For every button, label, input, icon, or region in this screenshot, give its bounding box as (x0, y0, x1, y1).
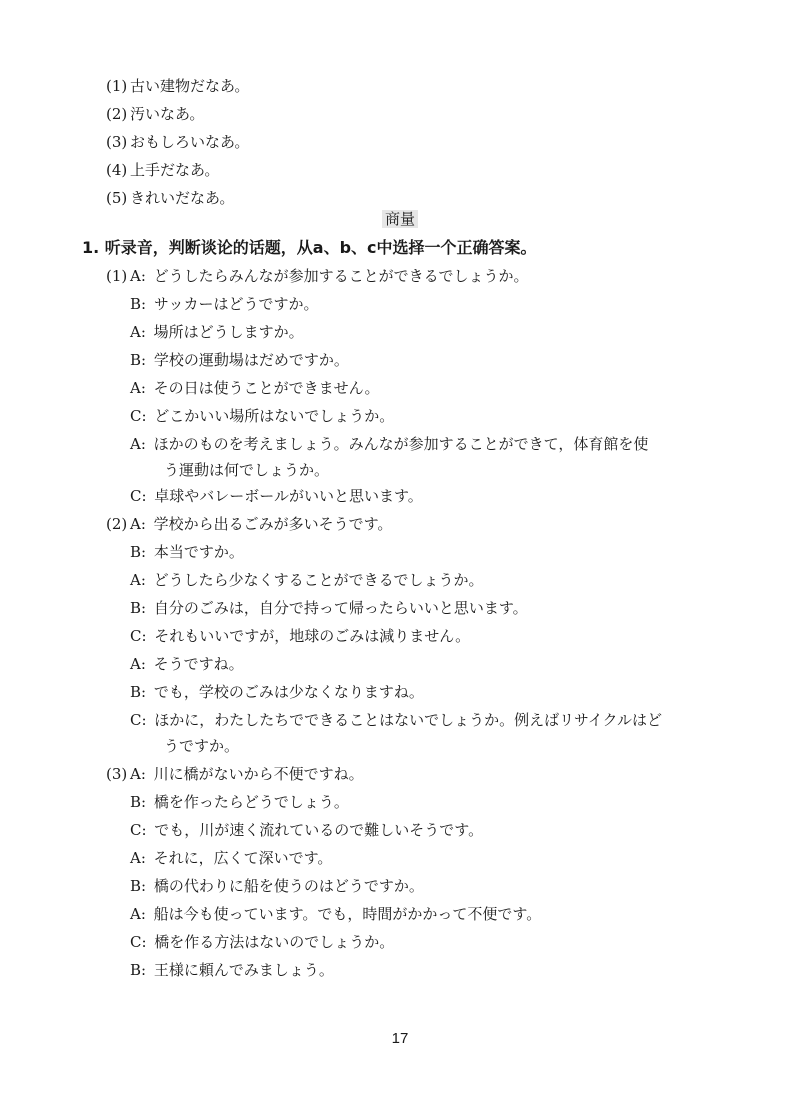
speaker-label: C (130, 711, 142, 729)
phrase-number: (3) (106, 133, 128, 151)
speaker-label: A (130, 379, 141, 397)
speaker-label: B (130, 961, 142, 979)
dialogue-text: 川に橋がないから不便ですね。 (153, 765, 364, 783)
phrase-item (106, 132, 249, 152)
phrase-item (106, 188, 234, 208)
dialogue-number: (2) (106, 515, 128, 533)
dialogue-text: 橋の代わりに船を使うのはどうですか。 (153, 877, 424, 895)
dialogue-line: B: 王様に頼んでみましょう。 (130, 961, 334, 979)
dialogue-text: ほかのものを考えましょう。みんなが参加することができて，体育館を使 (153, 435, 649, 453)
question-heading: 1. 听录音，判断谈论的话题，从a、b、c中选择一个正确答案。 (82, 238, 537, 257)
dialogue-text: 場所はどうしますか。 (153, 323, 304, 341)
dialogue-line: A: そうですね。 (130, 655, 244, 673)
phrase-text: 上手だなあ。 (130, 161, 220, 179)
speaker-label: A (130, 765, 141, 783)
speaker-label: A (130, 849, 141, 867)
phrase-item (106, 104, 204, 124)
dialogue-line: A: ほかのものを考えましょう。みんなが参加することができて，体育館を使 (130, 435, 649, 453)
speaker-label: B (130, 793, 142, 811)
phrase-text: おもしろいなあ。 (130, 133, 250, 151)
dialogue-text: 王様に頼んでみましょう。 (153, 961, 334, 979)
dialogue-continuation: う運動は何でしょうか。 (164, 461, 330, 479)
dialogue-text: それもいいですが，地球のごみは減りません。 (154, 627, 471, 645)
dialogue-text: どうしたら少なくすることができるでしょうか。 (153, 571, 484, 589)
dialogue-line: B: 橋の代わりに船を使うのはどうですか。 (130, 877, 424, 895)
speaker-label: A (130, 571, 141, 589)
dialogue-line: C: ほかに，わたしたちでできることはないでしょうか。例えばリサイクルはど (130, 711, 663, 729)
dialogue-text: それに，広くて深いです。 (153, 849, 333, 867)
dialogue-text: でも，川が速く流れているので難しいそうです。 (154, 821, 484, 839)
dialogue-line: A: 船は今も使っています。でも，時間がかかって不便です。 (130, 905, 542, 923)
phrase-number: (4) (106, 161, 128, 179)
speaker-label: C (130, 627, 142, 645)
dialogue-line: (3) A: 川に橋がないから不便ですね。 (106, 765, 364, 783)
dialogue-line: C: どこかいい場所はないでしょうか。 (130, 407, 395, 425)
speaker-label: B (130, 599, 142, 617)
speaker-label: B (130, 351, 142, 369)
speaker-label: C (130, 821, 142, 839)
speaker-label: A (130, 267, 141, 285)
speaker-label: C (130, 933, 142, 951)
speaker-label: A (130, 905, 141, 923)
phrase-number: (1) (106, 77, 128, 95)
phrase-item (106, 160, 219, 180)
speaker-label: B (130, 683, 142, 701)
dialogue-text: ほかに，わたしたちでできることはないでしょうか。例えばリサイクルはど (154, 711, 663, 729)
speaker-label: A (130, 435, 141, 453)
dialogue-text: 自分のごみは，自分で持って帰ったらいいと思います。 (153, 599, 528, 617)
page-number: 17 (391, 1030, 409, 1047)
dialogue-line: (2) A: 学校から出るごみが多いそうです。 (106, 515, 393, 533)
dialogue-line: B: サッカーはどうですか。 (130, 295, 319, 313)
speaker-label: A (130, 323, 141, 341)
dialogue-text: 学校から出るごみが多いそうです。 (153, 515, 393, 533)
dialogue-line: B: でも，学校のごみは少なくなりますね。 (130, 683, 424, 701)
dialogue-text: その日は使うことができません。 (153, 379, 380, 397)
speaker-label: A (130, 655, 141, 673)
dialogue-text: どこかいい場所はないでしょうか。 (154, 407, 395, 425)
dialogue-line: B: 本当ですか。 (130, 543, 244, 561)
speaker-label: C (130, 407, 142, 425)
speaker-label: B (130, 295, 142, 313)
dialogue-text: でも，学校のごみは少なくなりますね。 (153, 683, 424, 701)
section-title: 商量 (0, 209, 800, 229)
dialogue-text: 船は今も使っています。でも，時間がかかって不便です。 (153, 905, 542, 923)
dialogue-text: そうですね。 (153, 655, 244, 673)
speaker-label: B (130, 877, 142, 895)
phrase-text: 古い建物だなあ。 (130, 77, 250, 95)
dialogue-line: B: 学校の運動場はだめですか。 (130, 351, 349, 369)
dialogue-line: C: でも，川が速く流れているので難しいそうです。 (130, 821, 484, 839)
dialogue-text: 本当ですか。 (153, 543, 244, 561)
dialogue-continuation: うですか。 (164, 737, 240, 755)
dialogue-number: (3) (106, 765, 128, 783)
dialogue-text: 橋を作ったらどうでしょう。 (153, 793, 349, 811)
phrase-text: 汚いなあ。 (130, 105, 205, 123)
speaker-label: C (130, 487, 142, 505)
dialogue-text: 学校の運動場はだめですか。 (153, 351, 349, 369)
phrase-number: (2) (106, 105, 128, 123)
dialogue-text: 卓球やバレーボールがいいと思います。 (154, 487, 423, 505)
phrase-number: (5) (106, 189, 128, 207)
dialogue-line: B: 自分のごみは，自分で持って帰ったらいいと思います。 (130, 599, 528, 617)
dialogue-line: A: 場所はどうしますか。 (130, 323, 304, 341)
dialogue-line: A: どうしたら少なくすることができるでしょうか。 (130, 571, 484, 589)
dialogue-line: (1) A: どうしたらみんなが参加することができるでしょうか。 (106, 267, 529, 285)
dialogue-line: C: それもいいですが，地球のごみは減りません。 (130, 627, 471, 645)
dialogue-text: 橋を作る方法はないのでしょうか。 (154, 933, 395, 951)
dialogue-line: A: それに，広くて深いです。 (130, 849, 333, 867)
dialogue-number: (1) (106, 267, 128, 285)
dialogue-line: B: 橋を作ったらどうでしょう。 (130, 793, 349, 811)
phrase-item (106, 76, 249, 96)
dialogue-text: どうしたらみんなが参加することができるでしょうか。 (153, 267, 529, 285)
dialogue-line: C: 卓球やバレーボールがいいと思います。 (130, 487, 423, 505)
speaker-label: B (130, 543, 142, 561)
phrase-text: きれいだなあ。 (130, 189, 235, 207)
dialogue-line: A: その日は使うことができません。 (130, 379, 380, 397)
dialogue-line: C: 橋を作る方法はないのでしょうか。 (130, 933, 395, 951)
dialogue-text: サッカーはどうですか。 (153, 295, 319, 313)
speaker-label: A (130, 515, 141, 533)
